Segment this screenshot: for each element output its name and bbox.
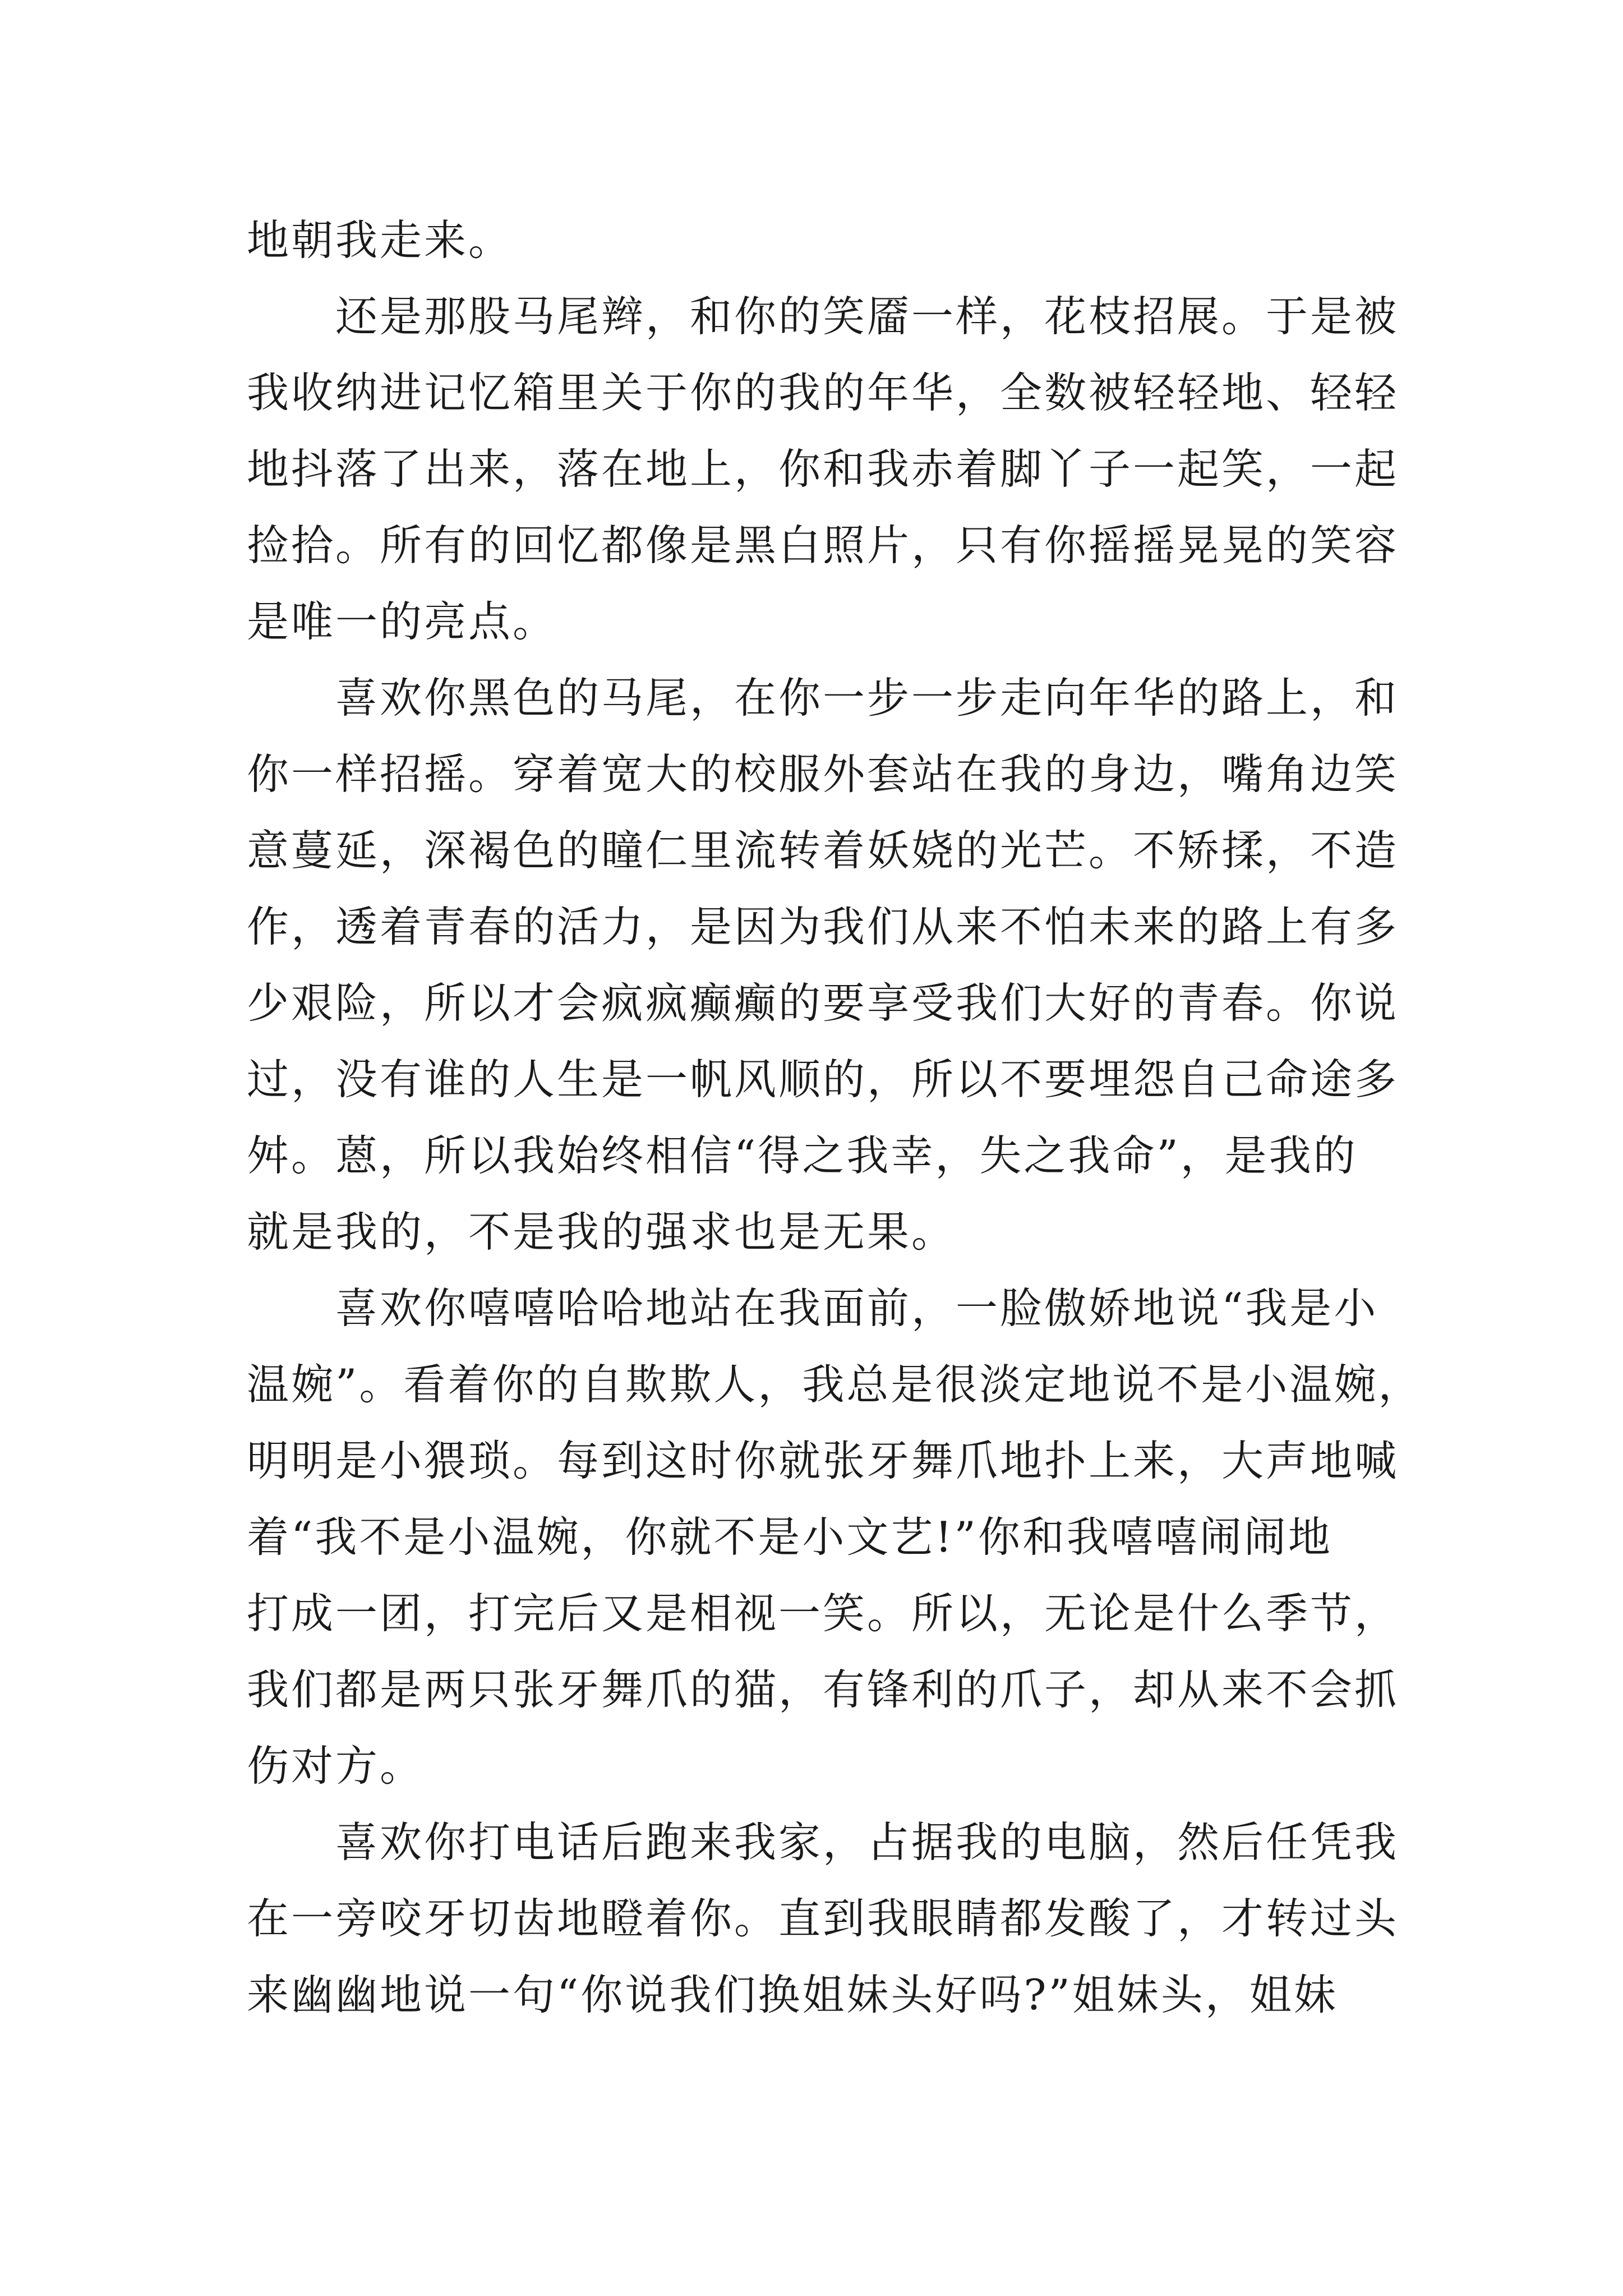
text-line: 在一旁咬牙切齿地瞪着你。直到我眼睛都发酸了，才转过头 [247,1894,1399,1943]
text-line: 喜欢你打电话后跑来我家，占据我的电脑，然后任凭我 [247,1818,1399,1867]
text-line: 喜欢你黑色的马尾，在你一步一步走向年华的路上，和 [247,673,1399,723]
text-line: 明明是小猥琐。每到这时你就张牙舞爪地扑上来，大声地喊 [247,1436,1399,1485]
text-line: 是唯一的亮点。 [247,597,557,646]
text-line: 你一样招摇。穿着宽大的校服外套站在我的身边，嘴角边笑 [247,749,1399,799]
text-line: 来幽幽地说一句“你说我们换姐妹头好吗?”姐妹头，姐妹 [247,1970,1338,2019]
text-line: 着“我不是小温婉，你就不是小文艺!”你和我嘻嘻闹闹地 [247,1512,1332,1562]
body-text [247,202,1423,2033]
text-line: 温婉”。看着你的自欺欺人，我总是很淡定地说不是小温婉， [247,1360,1423,1409]
text-line: 意蔓延，深褐色的瞳仁里流转着妖娆的光芒。不矫揉，不造 [247,826,1399,875]
text-line: 还是那股马尾辫，和你的笑靥一样，花枝招展。于是被 [247,292,1399,341]
text-line: 少艰险，所以才会疯疯癫癫的要享受我们大好的青春。你说 [247,978,1399,1028]
text-line: 舛。蒽，所以我始终相信“得之我幸，失之我命”，是我的 [247,1131,1358,1180]
text-line: 就是我的，不是我的强求也是无果。 [247,1207,956,1257]
text-line: 我们都是两只张牙舞爪的猫，有锋利的爪子，却从来不会抓 [247,1665,1399,1714]
text-line: 地朝我走来。 [247,215,513,265]
text-line: 作，透着青春的活力，是因为我们从来不怕未来的路上有多 [247,902,1399,951]
text-line: 捡拾。所有的回忆都像是黑白照片，只有你摇摇晃晃的笑容 [247,521,1399,570]
text-line: 地抖落了出来，落在地上，你和我赤着脚丫子一起笑，一起 [247,444,1399,494]
text-line: 打成一团，打完后又是相视一笑。所以，无论是什么季节， [247,1589,1399,1638]
text-line: 我收纳进记忆箱里关于你的我的年华，全数被轻轻地、轻轻 [247,368,1399,417]
text-line: 过，没有谁的人生是一帆风顺的，所以不要埋怨自己命途多 [247,1055,1399,1104]
text-line: 喜欢你嘻嘻哈哈地站在我面前，一脸傲娇地说“我是小 [247,1283,1378,1333]
text-line: 伤对方。 [247,1741,425,1791]
